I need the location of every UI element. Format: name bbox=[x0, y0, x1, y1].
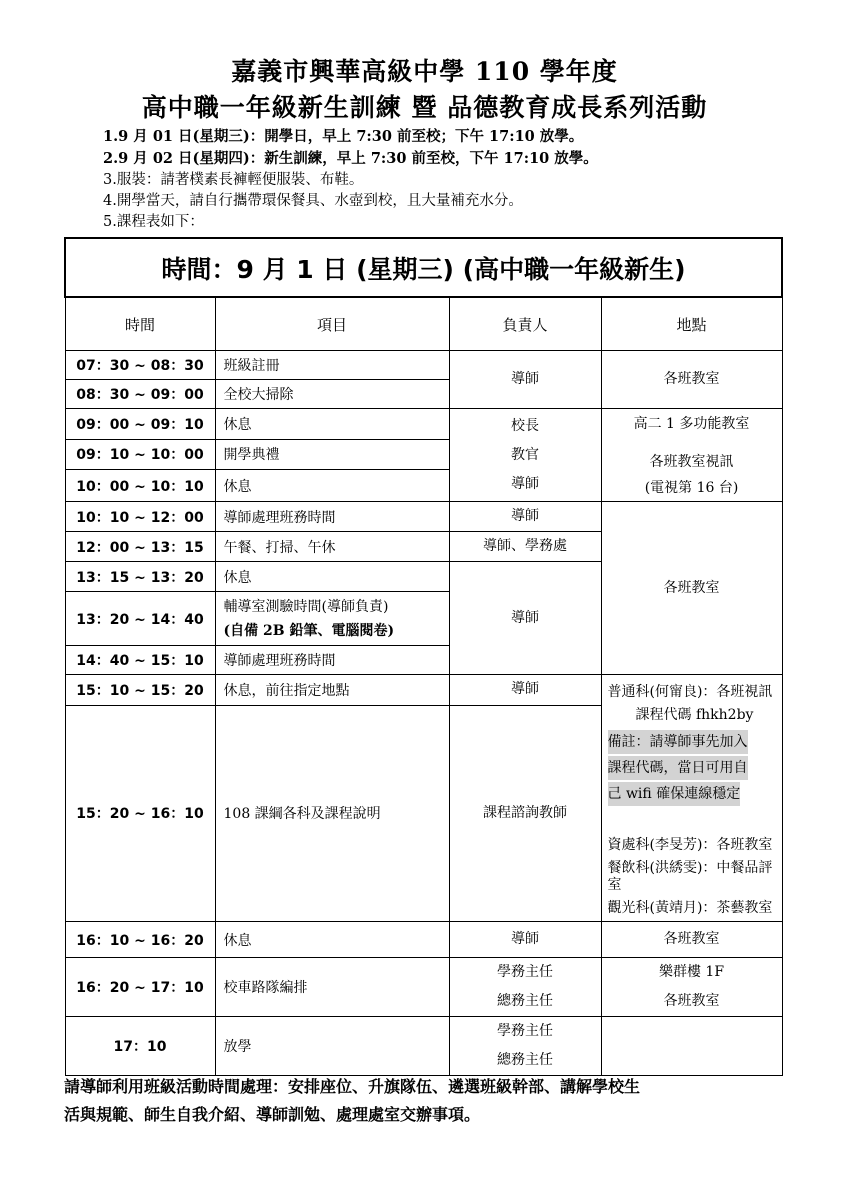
row-time: 07：30 ~ 08：30 bbox=[65, 351, 215, 380]
document-subtitle: 高中職一年級新生訓練 暨 品德教育成長系列活動 bbox=[141, 93, 708, 122]
row-time: 15：10 ~ 15：20 bbox=[65, 675, 215, 706]
note-4: 4.開學當天，請自行攜帶環保餐具、水壺到校，且大量補充水分。 bbox=[103, 193, 523, 209]
row-location: 各班教室 bbox=[601, 351, 782, 409]
row-person bbox=[449, 958, 601, 1017]
row-location-empty bbox=[601, 1017, 782, 1076]
table-caption-row bbox=[65, 238, 782, 297]
note-1-date: 1.9 月 01 日(星期三)： bbox=[103, 128, 265, 145]
table-caption: 時間：9 月 1 日 (星期三) (高中職一年級新生) bbox=[65, 238, 782, 297]
location-line: 資處科(李旻芳)：各班教室 bbox=[607, 837, 773, 853]
row-time: 14：40 ~ 15：10 bbox=[65, 646, 215, 675]
footer-instructions bbox=[64, 1073, 794, 1129]
location-line: 高二 1 多功能教室 bbox=[633, 416, 750, 432]
row-item: 導師處理班務時間 bbox=[215, 646, 449, 675]
table-header-row bbox=[65, 297, 782, 351]
row-time: 16：20 ~ 17：10 bbox=[65, 958, 215, 1017]
row-person bbox=[449, 409, 601, 502]
row-time: 16：10 ~ 16：20 bbox=[65, 922, 215, 958]
row-time: 09：00 ~ 09：10 bbox=[65, 409, 215, 440]
row-time: 10：10 ~ 12：00 bbox=[65, 502, 215, 532]
note-1-text: 開學日，早上 7:30 前至校；下午 17:10 放學。 bbox=[264, 128, 584, 145]
note-3: 3.服裝：請著樸素長褲輕便服裝、布鞋。 bbox=[103, 172, 364, 188]
person-line: 學務主任 bbox=[497, 964, 553, 980]
row-person: 導師 bbox=[449, 922, 601, 958]
row-item: 全校大掃除 bbox=[215, 380, 449, 409]
row-time: 15：20 ~ 16：10 bbox=[65, 705, 215, 921]
location-line: 觀光科(黃靖月)：茶藝教室 bbox=[607, 900, 773, 916]
row-time: 17：10 bbox=[65, 1017, 215, 1076]
row-item bbox=[215, 592, 449, 646]
row-item: 休息 bbox=[215, 562, 449, 592]
table-row bbox=[65, 675, 782, 706]
row-person: 課程諮詢教師 bbox=[449, 705, 601, 921]
header-time: 時間 bbox=[65, 297, 215, 351]
row-time: 10：00 ~ 10：10 bbox=[65, 470, 215, 502]
note-2-text: 新生訓練，早上 7:30 前至校，下午 17:10 放學。 bbox=[264, 150, 598, 167]
document-title: 嘉義市興華高級中學 110 學年度 bbox=[231, 57, 618, 86]
row-item: 休息 bbox=[215, 409, 449, 440]
remark-line: 備註：請導師事先加入 bbox=[608, 730, 748, 754]
remark-line: 課程代碼，當日可用自 bbox=[608, 756, 748, 780]
notes bbox=[103, 126, 598, 233]
note-1 bbox=[103, 126, 598, 148]
table-row bbox=[65, 409, 782, 440]
table-row bbox=[65, 922, 782, 958]
footer-line: 活與規範、師生自我介紹、導師訓勉、處理處室交辦事項。 bbox=[64, 1105, 481, 1124]
location-line: 各班教室 bbox=[663, 993, 720, 1009]
location-line: 樂群樓 1F bbox=[658, 964, 725, 980]
row-item: 班級註冊 bbox=[215, 351, 449, 380]
location-line: 普通科(何甯良)：各班視訊 bbox=[607, 684, 773, 700]
row-item: 108 課綱各科及課程說明 bbox=[215, 705, 449, 921]
row-item: 休息，前往指定地點 bbox=[215, 675, 449, 706]
course-code: 課程代碼 fhkh2by bbox=[635, 707, 754, 723]
table-row bbox=[65, 351, 782, 380]
row-person: 導師 bbox=[449, 502, 601, 532]
row-person: 導師 bbox=[449, 351, 601, 409]
person-line: 學務主任 bbox=[497, 1023, 553, 1039]
row-item: 開學典禮 bbox=[215, 439, 449, 470]
row-item: 放學 bbox=[215, 1017, 449, 1076]
row-item: 午餐、打掃、午休 bbox=[215, 532, 449, 562]
row-item: 休息 bbox=[215, 470, 449, 502]
row-person: 導師、學務處 bbox=[449, 532, 601, 562]
row-item: 休息 bbox=[215, 922, 449, 958]
person-line: 總務主任 bbox=[497, 993, 553, 1009]
person-line: 總務主任 bbox=[497, 1052, 553, 1068]
row-time: 08：30 ~ 09：00 bbox=[65, 380, 215, 409]
header-location: 地點 bbox=[601, 297, 782, 351]
row-location bbox=[601, 675, 782, 922]
row-time: 12：00 ~ 13：15 bbox=[65, 532, 215, 562]
table-row bbox=[65, 958, 782, 1017]
location-line: (電視第 16 台) bbox=[644, 480, 739, 496]
row-person: 導師 bbox=[449, 562, 601, 675]
table-row bbox=[65, 502, 782, 532]
row-item-line: 輔導室測驗時間(導師負責) bbox=[223, 598, 389, 615]
person-line: 校長 bbox=[511, 417, 539, 434]
row-item-line: (自備 2B 鉛筆、電腦閱卷) bbox=[223, 622, 395, 639]
footer-line: 請導師利用班級活動時間處理：安排座位、升旗隊伍、遴選班級幹部、講解學校生 bbox=[64, 1077, 641, 1096]
note-2-date: 2.9 月 02 日(星期四)： bbox=[103, 150, 265, 167]
header-person: 負責人 bbox=[449, 297, 601, 351]
note-2 bbox=[103, 148, 598, 170]
row-person: 導師 bbox=[449, 675, 601, 706]
location-line: 各班教室視訊 bbox=[649, 454, 734, 470]
row-person bbox=[449, 1017, 601, 1076]
row-location: 各班教室 bbox=[601, 502, 782, 675]
person-line: 導師 bbox=[511, 475, 539, 492]
row-location bbox=[601, 958, 782, 1017]
remark-line: 己 wifi 確保連線穩定 bbox=[608, 782, 741, 806]
row-location bbox=[601, 409, 782, 502]
location-line: 餐飲科(洪綉雯)：中餐品評室 bbox=[607, 860, 773, 893]
row-time: 09：10 ~ 10：00 bbox=[65, 439, 215, 470]
row-location: 各班教室 bbox=[601, 922, 782, 958]
row-item: 校車路隊編排 bbox=[215, 958, 449, 1017]
header-item: 項目 bbox=[215, 297, 449, 351]
person-line: 教官 bbox=[511, 446, 539, 463]
row-item: 導師處理班務時間 bbox=[215, 502, 449, 532]
row-time: 13：20 ~ 14：40 bbox=[65, 592, 215, 646]
schedule-table bbox=[64, 237, 783, 1076]
table-row bbox=[65, 1017, 782, 1076]
row-time: 13：15 ~ 13：20 bbox=[65, 562, 215, 592]
note-5: 5.課程表如下： bbox=[103, 214, 204, 230]
